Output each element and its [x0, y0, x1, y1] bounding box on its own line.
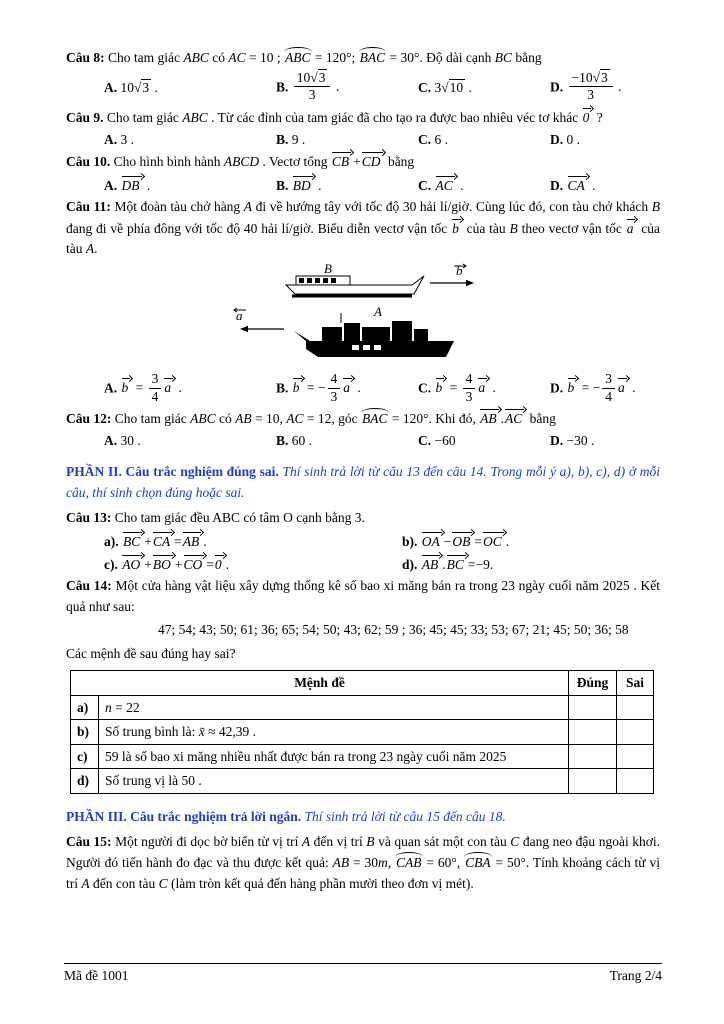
q12-option-b	[276, 433, 418, 449]
item-text: AO +BO +CO =0 .	[121, 557, 229, 572]
option-text: 3√10 .	[434, 79, 472, 95]
option-text: b = $\frac{3}{4}$ a .	[121, 370, 182, 404]
q11-option-a	[104, 370, 276, 406]
question-15-text: Một người đi dọc bờ biển từ vị trí A đến vị trí B và quan sát một con tàu C đang neo đậu ngoài khơi. Người đó tiến hành đo đạc và thu được kết quả: AB = 30m, CAB = 60°, CBA = 50°. Tính khoảng cách từ vị trí A đến con tàu C (làm tròn kết quả đến hàng phần mười theo đơn vị mét).	[66, 833, 661, 891]
question-14-text: Một cửa hàng vật liệu xây dựng thống kê số bao xi măng bán ra trong 23 ngày cuối năm 2025 . Kết quả như sau:	[66, 578, 660, 614]
col-header-dung: Đúng	[569, 671, 617, 696]
option-text: CA .	[567, 178, 596, 193]
q12-option-d	[550, 433, 660, 449]
option-key: C.	[418, 380, 432, 396]
option-key: B.	[276, 432, 289, 448]
table-row-c	[71, 744, 654, 769]
exam-code: Mã đề 1001	[64, 968, 129, 983]
q8-option-b	[276, 69, 418, 105]
option-text: −30 .	[566, 432, 595, 448]
sai-cell[interactable]	[617, 695, 654, 720]
q10-option-a	[104, 175, 276, 194]
option-key: C.	[418, 178, 432, 194]
dung-cell[interactable]	[569, 695, 617, 720]
question-13-items	[66, 531, 660, 573]
q11-option-c	[418, 370, 550, 406]
ship-a-illustration	[294, 304, 454, 357]
question-10-options	[66, 175, 660, 194]
option-key: B.	[276, 131, 289, 147]
vector-b-arrow	[430, 263, 474, 286]
sai-cell[interactable]	[617, 720, 654, 745]
table-row-d	[71, 769, 654, 794]
statements-table	[70, 670, 654, 794]
statement-text: Số trung vị là 50 .	[99, 769, 569, 794]
item-key: c).	[104, 557, 118, 573]
dung-cell[interactable]	[569, 744, 617, 769]
row-key: c)	[71, 744, 99, 769]
question-12	[66, 408, 660, 430]
q9-option-b	[276, 132, 418, 148]
question-13-text: Cho tam giác đều ABC có tâm O cạnh bằng 3.	[114, 509, 365, 525]
option-key: D.	[550, 432, 564, 448]
dung-cell[interactable]	[569, 720, 617, 745]
question-12-label: Câu 12:	[66, 411, 112, 427]
item-key: b).	[402, 534, 418, 550]
question-11-label: Câu 11:	[66, 199, 111, 215]
option-key: A.	[104, 432, 118, 448]
option-text: −60	[434, 432, 456, 448]
option-key: A.	[104, 178, 118, 194]
q13-item-d	[402, 554, 660, 573]
question-15-label: Câu 15:	[66, 833, 112, 849]
question-9-label: Câu 9.	[66, 110, 104, 126]
question-10-text: Cho hình bình hành ABCD . Vectơ tổng CB +CD bằng	[114, 154, 415, 169]
q12-option-c	[418, 433, 550, 449]
question-9	[66, 107, 660, 129]
col-header-menhde: Mệnh đề	[71, 671, 569, 696]
option-text: 9 .	[291, 131, 306, 147]
question-8-options	[66, 69, 660, 105]
question-13	[66, 508, 660, 529]
ship-a-label: A	[374, 303, 382, 319]
ships-illustration	[208, 263, 508, 367]
ship-b-illustration	[286, 263, 424, 296]
question-8-text: Cho tam giác ABC có AC = 10 ; ABC = 120°; BAC = 30°. Độ dài cạnh BC bằng	[108, 50, 542, 65]
q8-option-d	[550, 69, 660, 105]
statement-text: 59 là số bao xi măng nhiều nhất được bán ra trong 23 ngày cuối năm 2025	[99, 744, 569, 769]
option-key: A.	[104, 131, 118, 147]
vector-a-label: a	[236, 307, 243, 323]
question-14-label: Câu 14:	[66, 578, 112, 594]
option-key: D.	[550, 131, 564, 147]
question-9-text: Cho tam giác ABC . Từ các đỉnh của tam giác đã cho tạo ra được bao nhiêu véc tơ khác 0 ?	[107, 110, 603, 125]
question-9-options	[66, 132, 660, 148]
item-key: a).	[104, 534, 119, 550]
q11-option-d	[550, 370, 660, 406]
page-footer	[64, 963, 662, 984]
table-row-a	[71, 695, 654, 720]
q10-option-b	[276, 175, 418, 194]
option-key: B.	[276, 380, 289, 396]
q14-prompt: Các mệnh đề sau đúng hay sai?	[66, 645, 236, 661]
question-10	[66, 151, 660, 173]
question-8-label: Câu 8:	[66, 50, 105, 65]
question-12-options	[66, 433, 660, 449]
q9-option-c	[418, 132, 550, 148]
option-text: 10√3 .	[120, 79, 158, 95]
option-key: C.	[418, 131, 432, 147]
option-key: D.	[550, 178, 564, 194]
part2-subtitle: Thí sinh trả lời từ câu 13 đến câu 14. Trong mỗi ý a), b), c), d) ở mỗi câu, thí sinh chọn đúng hoặc sai.	[66, 463, 660, 500]
table-header-row	[71, 671, 654, 696]
option-text: 3 .	[120, 131, 134, 147]
question-11-text: Một đoàn tàu chở hàng A đi về hướng tây với tốc độ 30 hải lí/giờ. Cùng lúc đó, con tàu chở khách B đang đi về phía đông với tốc độ 40 hải lí/giờ. Biểu diễn vectơ vận tốc b của tàu B theo vectơ vận tốc a của tàu A.	[66, 199, 661, 257]
item-text: AB .BC =−9.	[421, 557, 494, 572]
question-11	[66, 197, 660, 260]
question-12-text: Cho tam giác ABC có AB = 10, AC = 12, góc BAC = 120°. Khi đó, AB .AC bằng	[115, 411, 556, 426]
part3-title: PHẦN III. Câu trắc nghiệm trả lời ngắn.	[66, 808, 302, 824]
q11-option-b	[276, 370, 418, 406]
option-text: 6 .	[434, 131, 448, 147]
option-text: 60 .	[291, 432, 313, 448]
option-key: A.	[104, 79, 118, 95]
option-key: C.	[418, 79, 432, 95]
col-header-sai: Sai	[617, 671, 654, 696]
q11-ships-figure	[56, 263, 660, 371]
sai-cell[interactable]	[617, 744, 654, 769]
vector-b-label: b	[456, 262, 463, 278]
vector-a-arrow	[234, 308, 284, 332]
option-text: b = $\frac{4}{3}$ a .	[435, 370, 496, 404]
question-11-options	[66, 370, 660, 406]
q14-data-values: 47; 54; 43; 50; 61; 36; 65; 54; 50; 43; 62; 59 ; 36; 45; 45; 33; 53; 67; 21; 45; 50; 36; 58	[158, 622, 629, 638]
option-key: C.	[418, 432, 432, 448]
question-10-label: Câu 10.	[66, 153, 111, 169]
option-key: D.	[550, 380, 564, 396]
q10-option-d	[550, 175, 660, 194]
option-text: b = − $\frac{3}{4}$ a .	[567, 370, 636, 404]
option-text: 30 .	[120, 432, 141, 448]
option-key: D.	[550, 78, 564, 94]
table-row-b	[71, 720, 654, 745]
option-text: $\frac{10√3}{3}$ .	[292, 79, 339, 94]
q12-option-a	[104, 433, 276, 449]
option-text: DB .	[121, 178, 151, 193]
option-text: AC .	[435, 178, 464, 193]
page-number: Trang 2/4	[609, 968, 662, 983]
row-key: d)	[71, 769, 99, 794]
q9-option-a	[104, 132, 276, 148]
item-key: d).	[402, 557, 418, 573]
row-key: b)	[71, 720, 99, 745]
option-text: b = − $\frac{4}{3}$ a .	[292, 370, 361, 404]
q8-option-a	[104, 80, 276, 96]
q10-option-c	[418, 175, 550, 194]
row-key: a)	[71, 695, 99, 720]
sai-cell[interactable]	[617, 769, 654, 794]
statement-text: n = 22	[99, 695, 569, 720]
question-8	[66, 47, 660, 69]
part3-subtitle: Thí sinh trả lời từ câu 15 đến câu 18.	[304, 808, 506, 824]
q9-option-d	[550, 132, 660, 148]
q8-option-c	[418, 80, 550, 96]
option-key: A.	[104, 380, 118, 396]
option-key: B.	[276, 78, 289, 94]
q13-item-a	[104, 531, 402, 550]
statement-text: Số trung bình là: x̄ ≈ 42,39 .	[99, 720, 569, 745]
option-key: B.	[276, 178, 289, 194]
option-text: $\frac{-10√3}{3}$ .	[567, 79, 622, 94]
item-text: OA −OB =OC .	[421, 534, 509, 549]
question-13-label: Câu 13:	[66, 509, 112, 525]
part2-title: PHẦN II. Câu trắc nghiệm đúng sai.	[66, 463, 279, 479]
q13-item-c	[104, 554, 402, 573]
item-text: BC +CA =AB .	[122, 534, 207, 549]
ship-b-label: B	[324, 262, 332, 276]
option-text: 0 .	[566, 131, 580, 147]
question-15	[66, 832, 660, 895]
part2-heading	[66, 462, 660, 504]
question-14	[66, 576, 660, 617]
option-text: BD .	[292, 178, 322, 193]
dung-cell[interactable]	[569, 769, 617, 794]
part3-heading	[66, 807, 660, 828]
q13-item-b	[402, 531, 660, 550]
